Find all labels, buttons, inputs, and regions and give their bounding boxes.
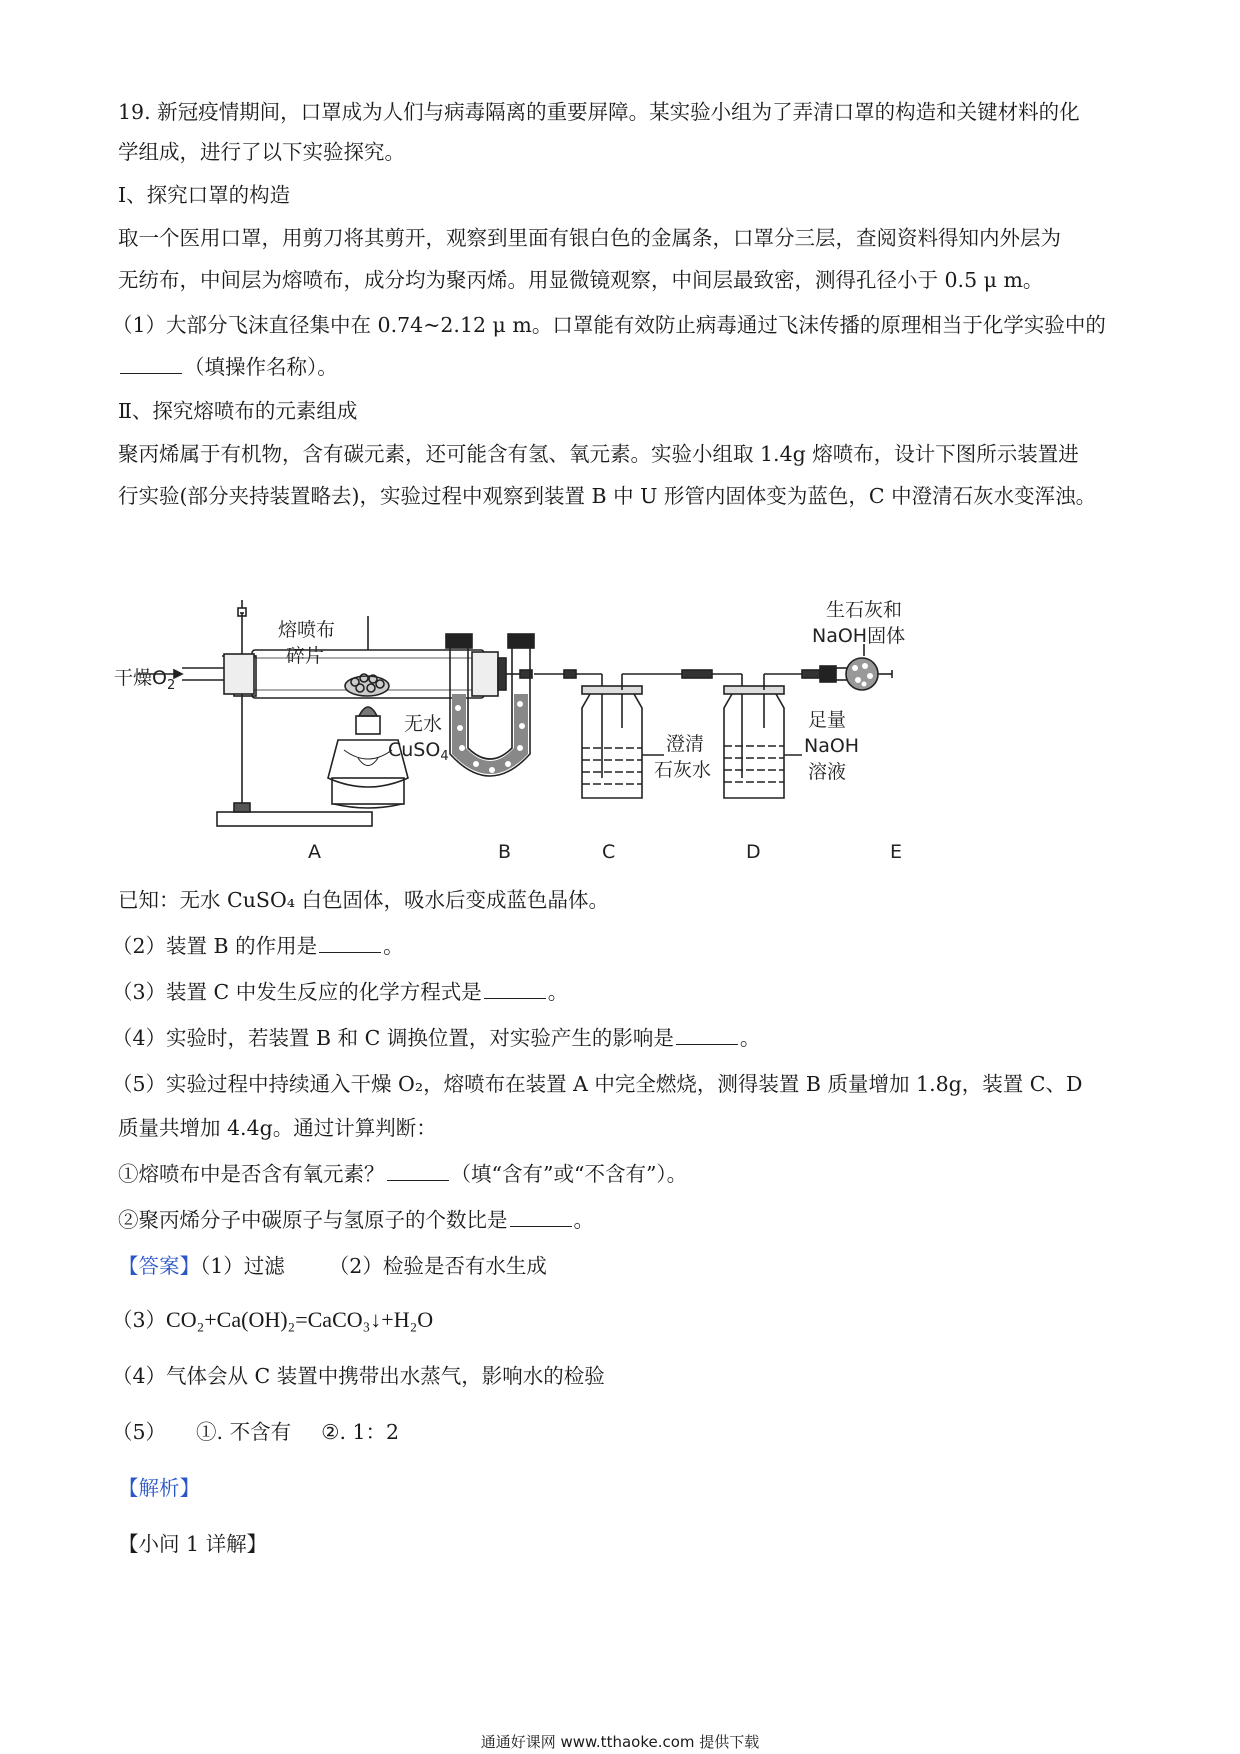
label-meltblown: 熔喷布: [278, 619, 336, 641]
bottle-d: [724, 674, 784, 798]
question-4: （4）实验时，若装置 B 和 C 调换位置，对实验产生的影响是 。: [112, 1026, 761, 1050]
label-cuso4: CuSO$_4$: [388, 739, 449, 764]
stand-base: [217, 812, 372, 826]
question-5-sub-1: ①熔喷布中是否含有氧元素？ （填“含有”或“不含有”）。: [118, 1162, 688, 1186]
label-c: C: [602, 841, 616, 863]
paragraph-1-line-1: 取一个医用口罩，用剪刀将其剪开，观察到里面有银白色的金属条，口罩分三层，查阅资料得知内外层为: [118, 226, 1061, 250]
question-5-line-2: 质量共增加 4.4g。通过计算判断：: [118, 1116, 437, 1140]
bottle-c: [582, 674, 642, 798]
drying-tube-e: [820, 658, 892, 690]
known-note: 已知：无水 CuSO₄ 白色固体，吸水后变成蓝色晶体。: [118, 888, 609, 912]
label-meltblown-2: 碎片: [286, 645, 325, 667]
question-2: （2）装置 B 的作用是 。: [112, 934, 404, 958]
right-stopper: [472, 652, 498, 696]
label-lime-2: NaOH固体: [812, 625, 906, 647]
question-1-line-2: （填操作名称）。: [118, 353, 338, 381]
label-b: B: [498, 841, 512, 863]
label-a: A: [308, 841, 321, 863]
label-lime: 生石灰和: [826, 599, 903, 621]
label-naoh-2: NaOH: [804, 735, 860, 757]
question-5-sub-2: ②聚丙烯分子中碳原子与氢原子的个数比是 。: [118, 1208, 594, 1232]
section-1-title: Ⅰ、探究口罩的构造: [118, 183, 291, 207]
answer-line-1: 【答案】（1）过滤 （2）检验是否有水生成: [118, 1254, 547, 1278]
meltblown-pieces: [345, 674, 389, 696]
answer-5: （5） ①. 不含有 ②. 1：2: [112, 1420, 400, 1444]
question-5-line-1: （5）实验过程中持续通入干燥 O₂，熔喷布在装置 A 中完全燃烧，测得装置 B 质量增加 1.8g，装置 C、D: [112, 1072, 1083, 1096]
paragraph-2-line-2: 行实验(部分夹持装置略去)，实验过程中观察到装置 B 中 U 形管内固体变为蓝色，C 中澄清石灰水变浑浊。: [118, 484, 1097, 508]
paragraph-1-line-2: 无纺布，中间层为熔喷布，成分均为聚丙烯。用显微镜观察，中间层最致密，测得孔径小于 0.5 μ m。: [118, 268, 1044, 292]
experiment-apparatus-diagram: [112, 598, 962, 873]
question-3: （3）装置 C 中发生反应的化学方程式是 。: [112, 980, 569, 1004]
question-line-1: 19. 新冠疫情期间，口罩成为人们与病毒隔离的重要屏障。某实验小组为了弄清口罩的构造和关键材料的化: [118, 100, 1080, 124]
answer-blank: [120, 355, 182, 374]
label-d: D: [746, 841, 761, 863]
answer-4: （4）气体会从 C 装置中携带出水蒸气，影响水的检验: [112, 1364, 605, 1388]
answer-tag: 【答案】: [118, 1254, 200, 1278]
section-2-title: Ⅱ、探究熔喷布的元素组成: [118, 399, 358, 423]
answer-3: （3）CO₂+Ca(OH)₂=CaCO₃↓+H₂O: [112, 1307, 434, 1332]
question-line-2: 学组成，进行了以下实验探究。: [118, 140, 405, 164]
page-footer: 通通好课网 www.tthaoke.com 提供下载: [480, 1733, 760, 1751]
chemical-equation: CO₂+Ca(OH)₂=CaCO₃↓+H₂O: [166, 1307, 434, 1332]
label-naoh-3: 溶液: [808, 761, 847, 783]
label-e: E: [890, 841, 903, 863]
question-1-line-1: （1）大部分飞沫直径集中在 0.74~2.12 μ m。口罩能有效防止病毒通过飞沫传播的原理相当于化学实验中的: [112, 313, 1106, 337]
left-stopper: [224, 654, 254, 694]
sub-question-1-heading: 【小问 1 详解】: [118, 1532, 268, 1556]
label-naoh-1: 足量: [808, 709, 847, 731]
paragraph-2-line-1: 聚丙烯属于有机物，含有碳元素，还可能含有氢、氧元素。实验小组取 1.4g 熔喷布，设计下图所示装置进: [118, 442, 1079, 466]
analysis-tag: 【解析】: [118, 1476, 200, 1500]
label-limewater: 澄清: [666, 733, 705, 755]
label-limewater-2: 石灰水: [654, 759, 712, 781]
label-dry-o2: 干燥$O_2$: [114, 667, 176, 693]
label-anhydrous: 无水: [404, 713, 443, 735]
